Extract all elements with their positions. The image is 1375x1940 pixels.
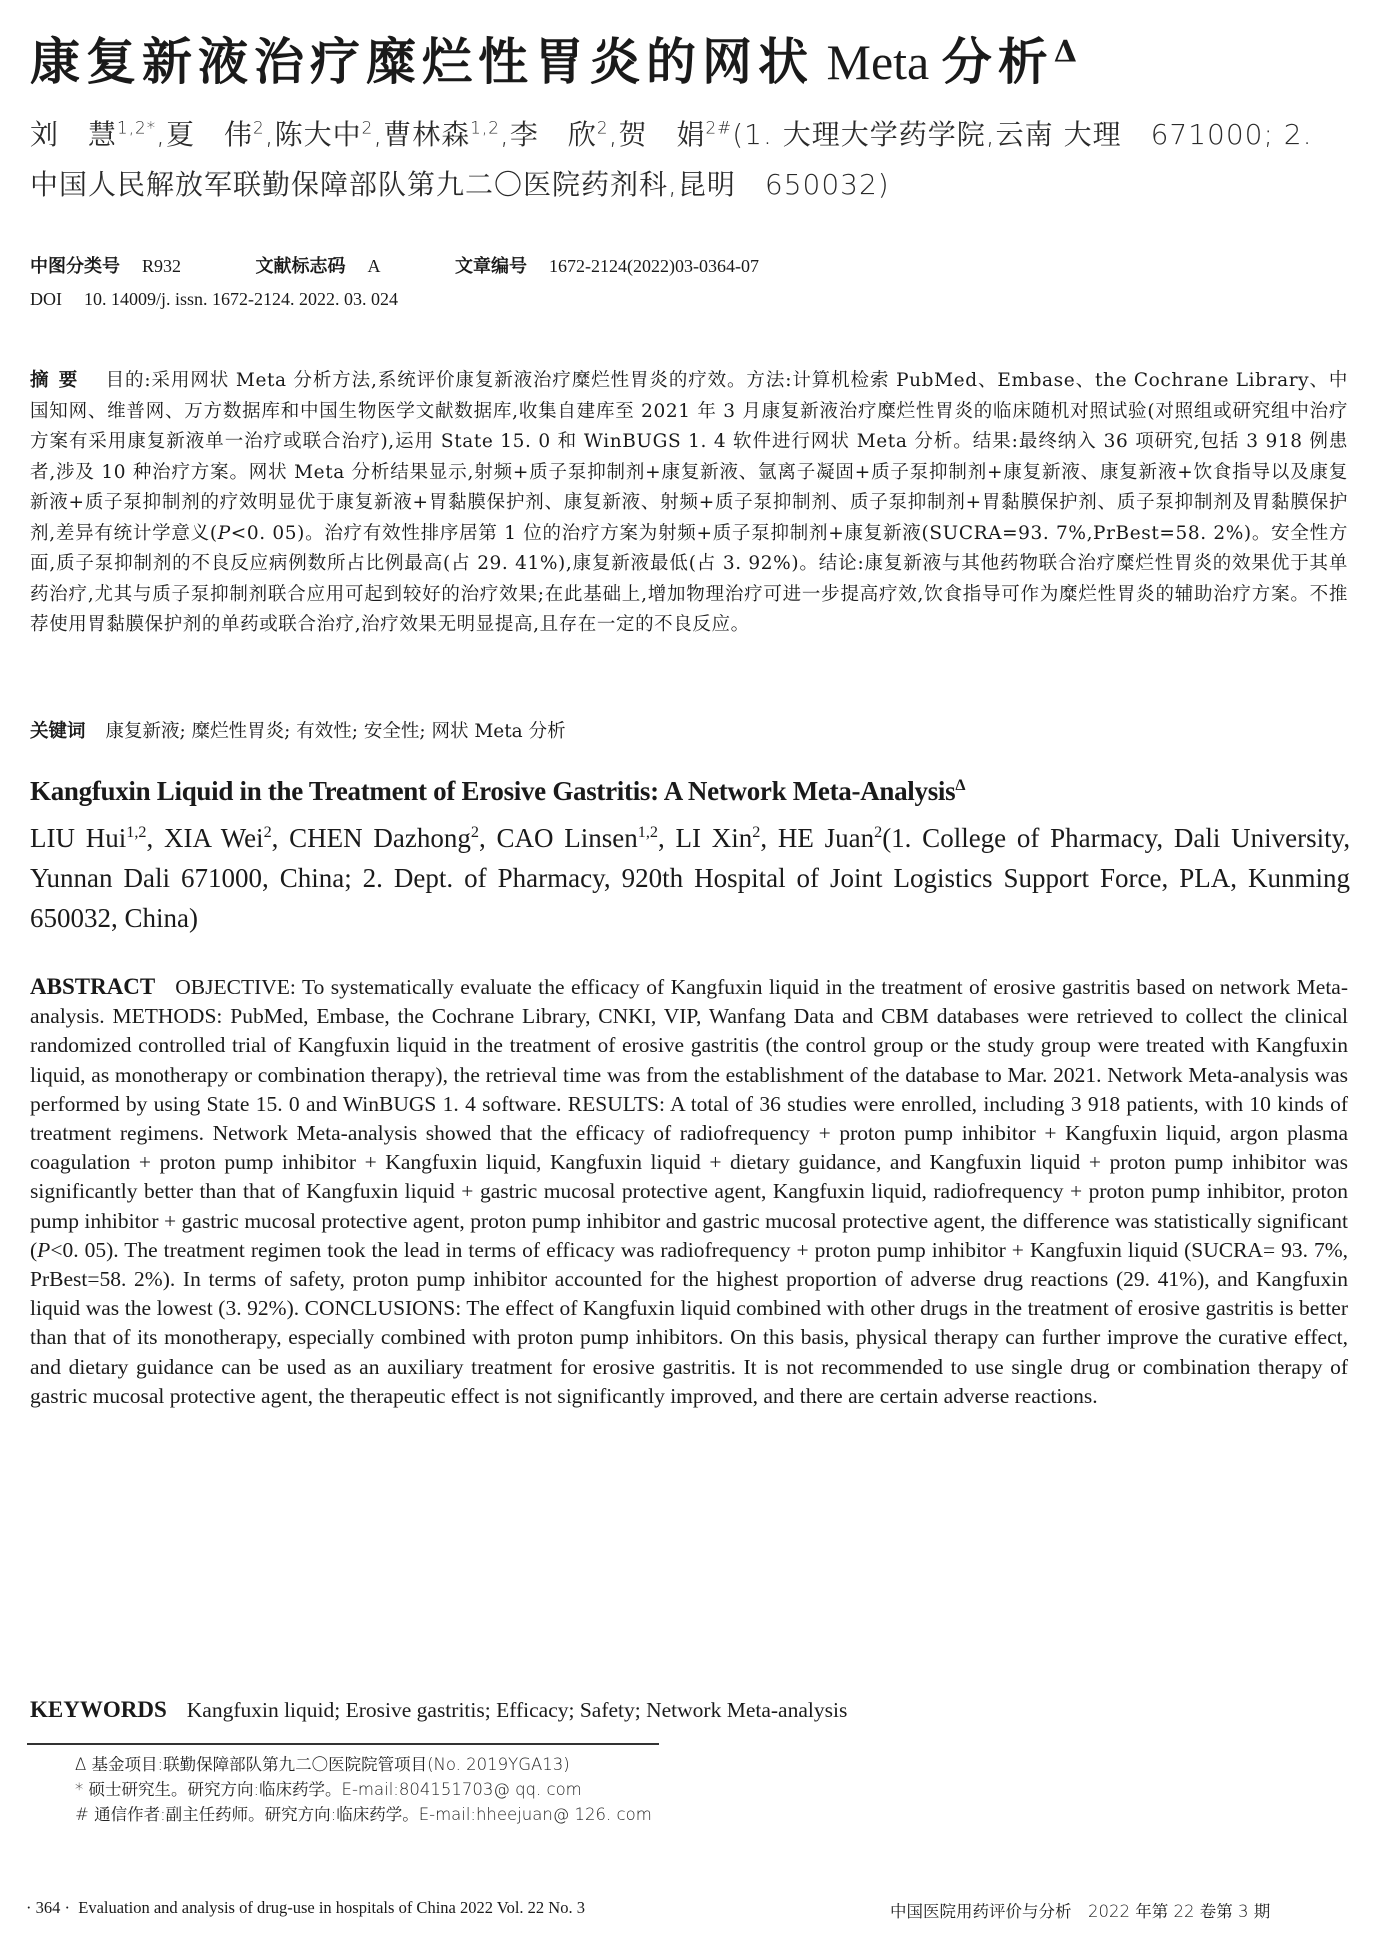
footnotes	[75, 1752, 652, 1827]
english-keywords-label: KEYWORDS	[30, 1697, 167, 1722]
english-abstract	[30, 972, 1348, 1411]
chinese-keywords	[30, 717, 566, 743]
p-symbol: P	[37, 1237, 51, 1262]
article-no-label: 文章编号	[455, 256, 528, 277]
chinese-abstract-label: 摘要	[30, 370, 88, 391]
clc-label: 中图分类号	[30, 256, 120, 277]
clc-value: R932	[142, 256, 182, 276]
funding-mark: Δ	[955, 776, 966, 794]
author-en: HE Juan$^2$	[777, 823, 883, 853]
english-title-text: Kangfuxin Liquid in the Treatment of Erosive Gastritis: A Network Meta-Analysis	[30, 776, 956, 806]
doi-label: DOI	[30, 289, 62, 309]
author-cn: 李 欣$^2$	[509, 117, 609, 151]
author-cn: 夏 伟$^2$	[166, 117, 265, 151]
footnote-divider	[27, 1743, 659, 1745]
chinese-abstract-text-cont: <0. 05)。治疗有效性排序居第 1 位的治疗方案为射频+质子泵抑制剂+康复新液(SUCRA=93. 7%,PrBest=58. 2%)。安全性方面,质子泵抑制剂的不良反应病例数所占比例最高(占 29. 41%),康复新液最低(占 3. 92%)。结论:康复新液与其他药物联合治疗糜烂性胃炎的效果优于其单药治疗,尤其与质子泵抑制剂联合应用可起到较好的治疗效果;在此基础上,增加物理治疗可进一步提高疗效,饮食指导可作为糜烂性胃炎的辅助治疗方案。不推荐使用胃黏膜保护剂的单药或联合治疗,治疗效果无明显提高,且存在一定的不良反应。	[30, 522, 1348, 635]
author-cn: 刘 慧$^{1,2*}$	[30, 117, 157, 151]
article-meta-line	[30, 252, 759, 278]
footer-left	[26, 1898, 585, 1918]
chinese-abstract-text: 目的:采用网状 Meta 分析方法,系统评价康复新液治疗糜烂性胃炎的疗效。方法:计算机检索 PubMed、Embase、the Cochrane Library、中国知网、维普网、万方数据库和中国生物医学文献数据库,收集自建库至 2021 年 3 月康复新液治疗糜烂性胃炎的临床随机对照试验(对照组或研究组中治疗方案有采用康复新液单一治疗或联合治疗),运用 State 15. 0 和 WinBUGS 1. 4 软件进行网状 Meta 分析。结果:最终纳入 36 项研究,包括 3 918 例患者,涉及 10 种治疗方案。网状 Meta 分析结果显示,射频+质子泵抑制剂+康复新液、氩离子凝固+质子泵抑制剂+康复新液、康复新液+饮食指导以及康复新液+质子泵抑制剂的疗效明显优于康复新液+胃黏膜保护剂、康复新液、射频+质子泵抑制剂、质子泵抑制剂+胃黏膜保护剂、质子泵抑制剂及胃黏膜保护剂,差异有统计学意义(	[30, 370, 1348, 544]
chinese-title-tail: 分析	[941, 32, 1054, 91]
footnote-funding: Δ 基金项目:联勤保障部队第九二〇医院院管项目(No. 2019YGA13)	[75, 1755, 570, 1774]
funding-mark: Δ	[1053, 34, 1084, 70]
author-cn: 陈大中$^2$	[274, 117, 374, 151]
english-title	[30, 776, 965, 807]
footnote-first-author: * 硕士研究生。研究方向:临床药学。E-mail:804151703@ qq. com	[75, 1780, 582, 1799]
english-abstract-label: ABSTRACT	[30, 974, 156, 999]
chinese-abstract	[30, 366, 1348, 641]
author-en: LIU Hui$^{1,2}$	[30, 823, 147, 853]
english-affiliations: (1. College of Pharmacy, Dali University, Yunnan Dali 671000, China; 2. Dept. of Pharmacy, 920th Hospital of Joint Logistics Support Force, PLA, Kunming 650032, China)	[30, 823, 1351, 933]
journal-name-cn: 中国医院用药评价与分析 2022 年第 22 卷第 3 期	[890, 1902, 1271, 1921]
chinese-title-text: 康复新液治疗糜烂性胃炎的网状	[30, 32, 814, 91]
english-authors: LIU Hui$^{1,2}$, XIA Wei$^2$, CHEN Dazhong$^2$, CAO Linsen$^{1,2}$, LI Xin$^2$, HE Juan$^2$(1. College of Pharmacy, Dali University, Yunnan Dali 671000, China; 2. Dept. of Pharmacy, 920th Hospital of Joint Logistics Support Force, PLA, Kunming 650032, China)	[30, 823, 1351, 933]
english-abstract-text: OBJECTIVE: To systematically evaluate the efficacy of Kangfuxin liquid in the treatment of erosive gastritis based on network Meta-analysis. METHODS: PubMed, Embase, the Cochrane Library, CNKI, VIP, Wanfang Data and CBM databases were retrieved to collect the clinical randomized controlled trial of Kangfuxin liquid in the treatment of erosive gastritis (the control group or the study group were treated with Kangfuxin liquid, as monotherapy or combination therapy), the retrieval time was from the establishment of the database to Mar. 2021. Network Meta-analysis was performed by using State 15. 0 and WinBUGS 1. 4 software. RESULTS: A total of 36 studies were enrolled, including 3 918 patients, with 10 kinds of treatment regimens. Network Meta-analysis showed that the efficacy of radiofrequency + proton pump inhibitor + Kangfuxin liquid, argon plasma coagulation + proton pump inhibitor + Kangfuxin liquid, Kangfuxin liquid + dietary guidance, and Kangfuxin liquid + proton pump inhibitor was significantly better than that of Kangfuxin liquid + gastric mucosal protective agent, Kangfuxin liquid, radiofrequency + proton pump inhibitor, proton pump inhibitor + gastric mucosal protective agent, proton pump inhibitor and gastric mucosal protective agent, the difference was statistically significant (	[30, 975, 1348, 1262]
article-no-value: 1672-2124(2022)03-0364-07	[549, 256, 759, 276]
chinese-keywords-label: 关键词	[30, 721, 86, 742]
english-keywords-list: Kangfuxin liquid; Erosive gastritis; Efficacy; Safety; Network Meta-analysis	[186, 1698, 848, 1722]
chinese-title-meta: Meta	[814, 34, 942, 90]
chinese-affiliations: (1. 大理大学药学院,云南 大理 671000; 2. 中国人民解放军联勤保障部队第九二〇医院药剂科,昆明 650032)	[30, 118, 1313, 201]
author-cn: 曹林森$^{1,2}$	[383, 117, 500, 151]
author-en: LI Xin$^2$	[675, 823, 761, 853]
author-en: XIA Wei$^2$	[163, 823, 272, 853]
footnote-corresponding-author: # 通信作者:副主任药师。研究方向:临床药学。E-mail:hheejuan@ 126. com	[75, 1805, 652, 1824]
english-keywords	[30, 1697, 847, 1723]
doi-value[interactable]: 10. 14009/j. issn. 1672-2124. 2022. 03. 024	[84, 289, 399, 309]
journal-name-en: Evaluation and analysis of drug-use in hospitals of China 2022 Vol. 22 No. 3	[78, 1898, 585, 1917]
author-en: CHEN Dazhong$^2$	[289, 823, 479, 853]
chinese-title	[30, 22, 1083, 94]
english-abstract-text-cont: <0. 05). The treatment regimen took the lead in terms of efficacy was radiofrequency + proton pump inhibitor + Kangfuxin liquid (SUCRA= 93. 7%, PrBest=58. 2%). In terms of safety, proton pump inhibitor accounted for the highest proportion of adverse drug reactions (29. 41%), and Kangfuxin liquid was the lowest (3. 92%). CONCLUSIONS: The effect of Kangfuxin liquid combined with other drugs in the treatment of erosive gastritis is better than that of its monotherapy, especially combined with proton pump inhibitors. On this basis, physical therapy can further improve the curative effect, and dietary guidance can be used as an auxiliary treatment for erosive gastritis. It is not recommended to use single drug or combination therapy of gastric mucosal protective agent, the therapeutic effect is not significantly improved, and there are certain adverse reactions.	[30, 1237, 1348, 1408]
doc-code-value: A	[367, 256, 381, 276]
author-cn: 贺 娟$^{2\#}$	[618, 117, 733, 151]
page-number: · 364 ·	[26, 1898, 70, 1917]
doi-line	[30, 289, 398, 310]
chinese-authors: 刘 慧$^{1,2*}$,夏 伟$^2$,陈大中$^2$,曹林森$^{1,2}$,李 欣$^2$,贺 娟$^{2\#}$(1. 大理大学药学院,云南 大理 671000; 2. 中国人民解放军联勤保障部队第九二〇医院药剂科,昆明 650032)	[30, 117, 1313, 201]
p-symbol: P	[217, 522, 231, 544]
doc-code-label: 文献标志码	[255, 256, 346, 277]
author-en: CAO Linsen$^{1,2}$	[496, 823, 658, 853]
chinese-keywords-list: 康复新液; 糜烂性胃炎; 有效性; 安全性; 网状 Meta 分析	[105, 721, 566, 742]
